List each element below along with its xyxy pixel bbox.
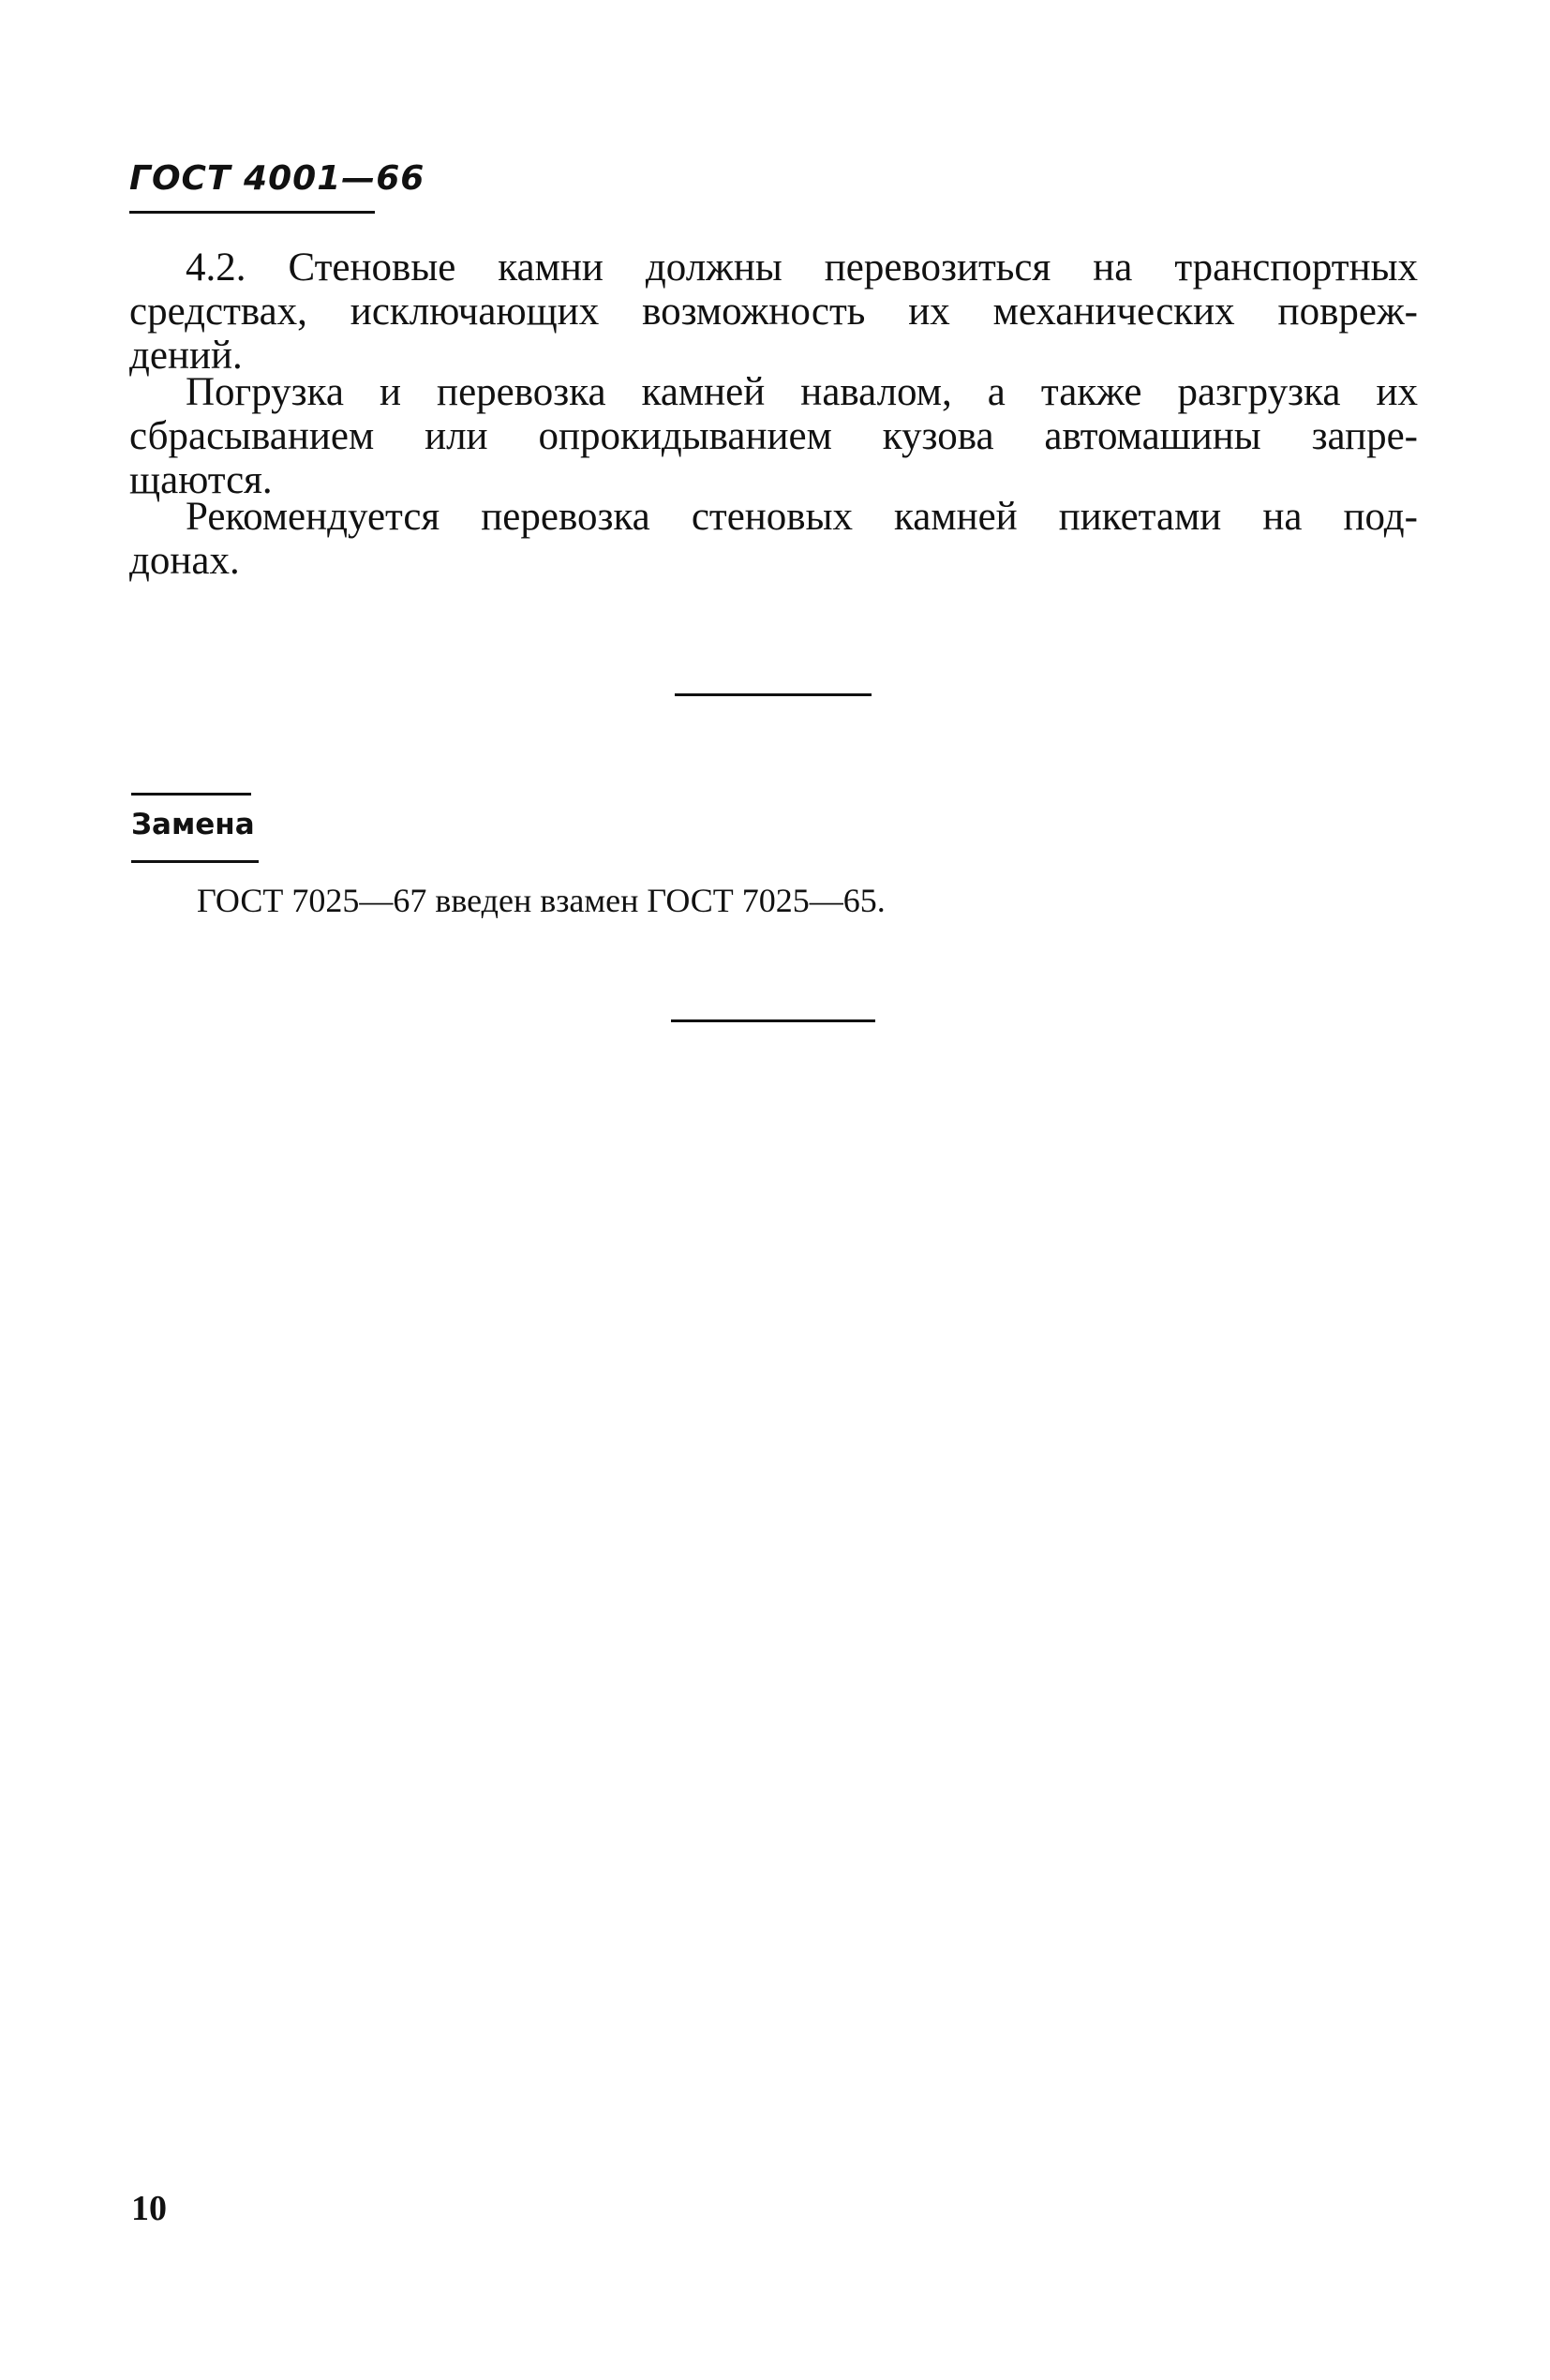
running-header: ГОСТ 4001—66: [129, 159, 425, 198]
header-rule: [129, 211, 375, 214]
paragraph-loading-prohibition: [129, 370, 1418, 502]
paragraph-line: дений.: [129, 334, 243, 378]
paragraph-line: Погрузка и перевозка камней навалом, а также разгрузка их: [186, 370, 1418, 414]
heading-rule-top: [131, 793, 251, 796]
section-divider: [675, 693, 872, 696]
paragraph-line: 4.2. Стеновые камни должны перевозиться на транспортных: [186, 245, 1418, 290]
paragraph-4-2: [129, 245, 1418, 378]
heading-rule-bottom: [131, 860, 259, 863]
end-divider: [671, 1019, 875, 1022]
paragraph-line: щаются.: [129, 458, 273, 502]
paragraph-line: донах.: [129, 539, 240, 583]
replacement-heading: Замена: [131, 808, 255, 841]
page-number: 10: [131, 2189, 167, 2228]
paragraph-recommendation: [129, 495, 1418, 583]
paragraph-line: Рекомендуется перевозка стеновых камней пикетами на под-: [186, 495, 1418, 539]
replacement-note: ГОСТ 7025—67 введен взамен ГОСТ 7025—65.: [197, 882, 886, 919]
paragraph-line: средствах, исключающих возможность их механических повреж-: [129, 290, 1418, 334]
paragraph-line: сбрасыванием или опрокидыванием кузова автомашины запре-: [129, 414, 1418, 458]
